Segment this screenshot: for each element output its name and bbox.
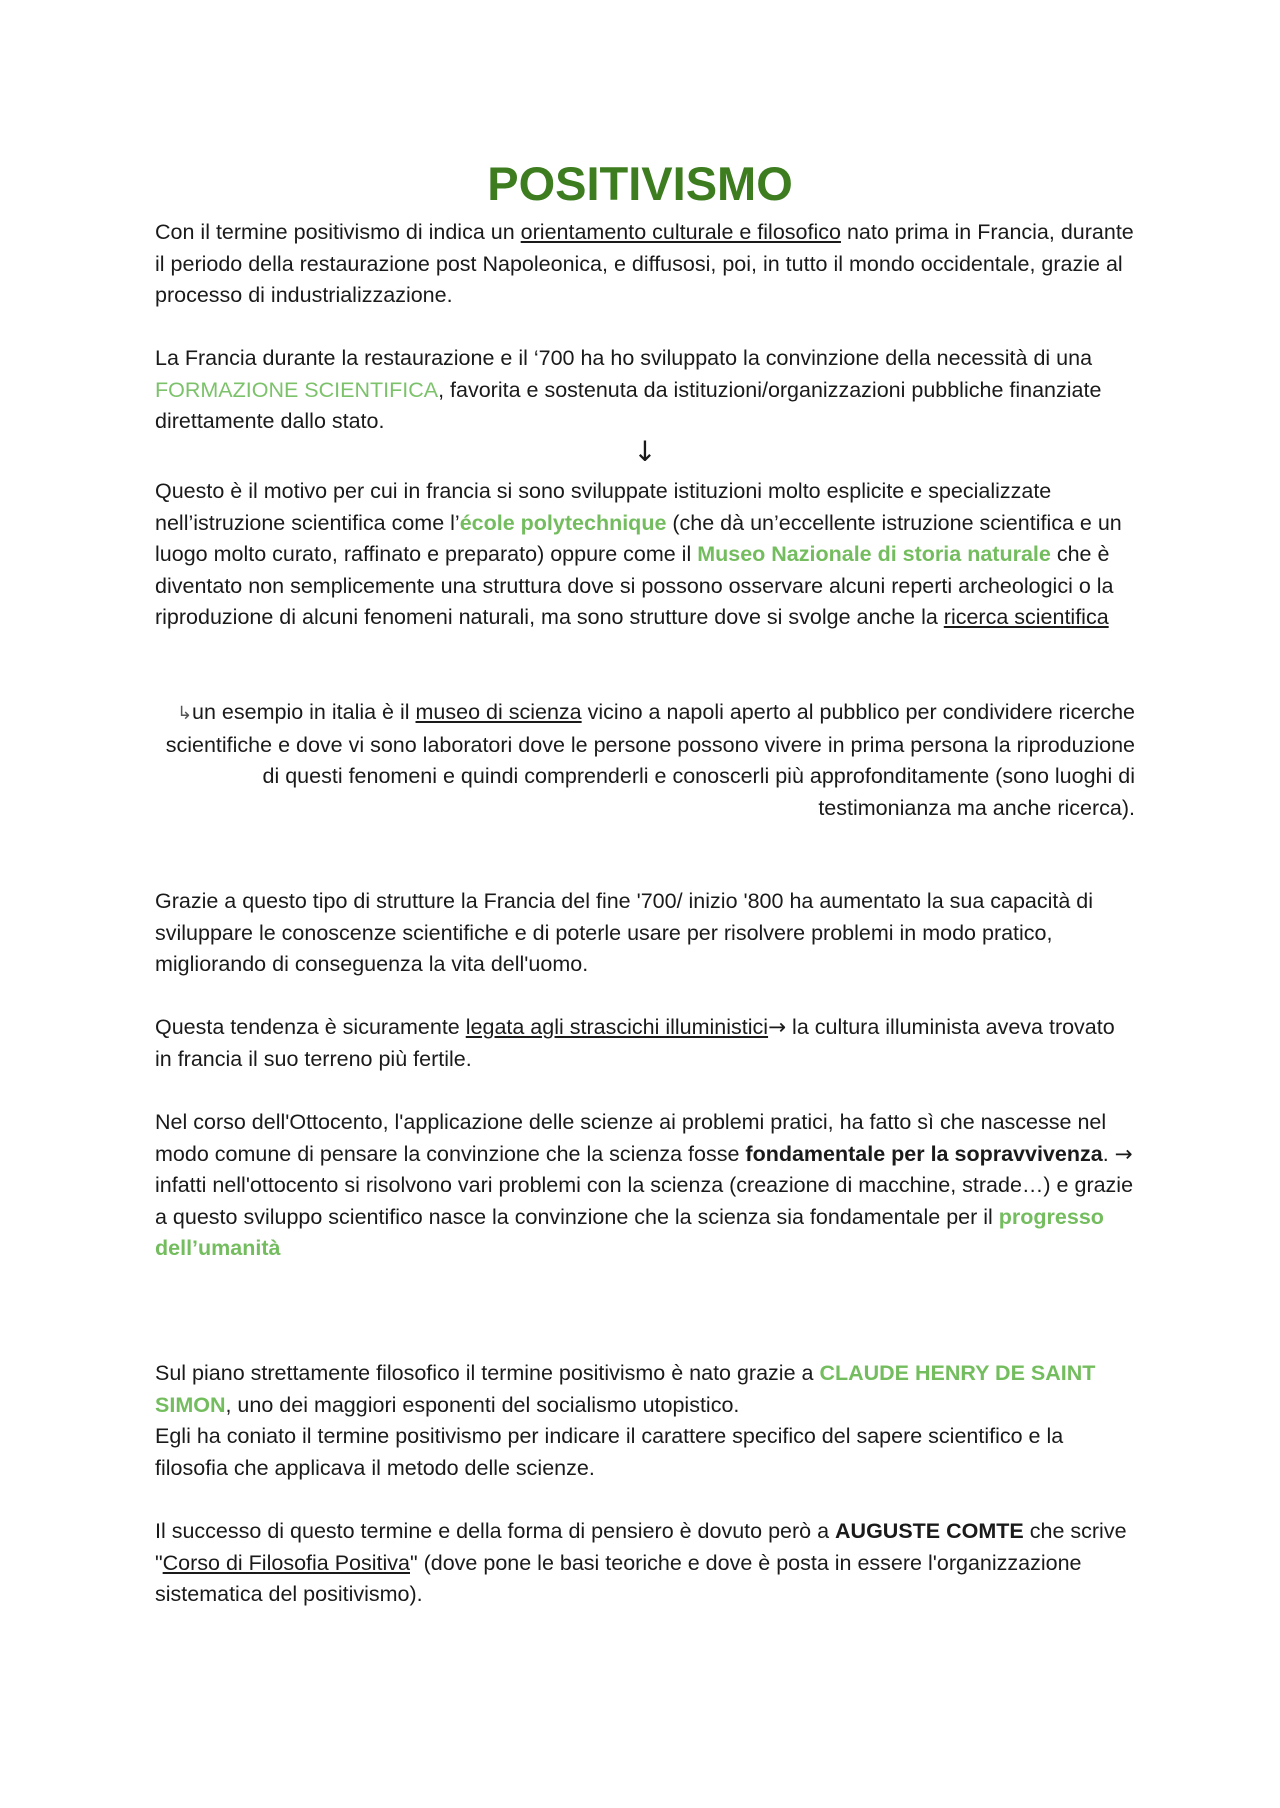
underlined-corso-filosofia: Corso di Filosofia Positiva [162, 1550, 410, 1575]
highlight-museo-nazionale: Museo Nazionale di storia naturale [697, 542, 1051, 566]
paragraph-comte: Il successo di questo termine e della forma di pensiero è dovuto però a AUGUSTE COMTE che scrive "Corso di Filosofia Positiva" (dove pone le basi teoriche e dove è posta in essere l'organizzazione sistematica del positivismo). [155, 1519, 1127, 1606]
paragraph-ottocento: Nel corso dell'Ottocento, l'applicazione delle scienze ai problemi pratici, ha fatto sì che nascesse nel modo comune di pensare la convinzione che la scienza fosse fondamentale per la sopravvivenza. → infatti nell'ottocento si risolvono vari problemi con la scienza (creazione di macchine, strade…) e grazie a questo sviluppo scientifico nasce la convinzione che la scienza sia fondamentale per il progresso dell’umanità [155, 1110, 1134, 1260]
highlight-saint-simon: CLAUDE HENRY DE SAINT SIMON [155, 1361, 1096, 1417]
page-title: POSITIVISMO [487, 157, 793, 210]
highlight-progresso: progresso dell’umanità [155, 1204, 1104, 1260]
paragraph-saint-simon: Sul piano strettamente filosofico il termine positivismo è nato grazie a CLAUDE HENRY DE SAINT SIMON, uno dei maggiori esponenti del socialismo utopistico. Egli ha coniato il termine positivismo per indicare il carattere specifico del sapere scientifico e la filosofia che applicava il metodo delle scienze. [155, 1361, 1096, 1480]
arrow-down-icon: ↓ [633, 435, 657, 468]
arrow-right-icon: → [768, 1015, 787, 1040]
paragraph-formazione: La Francia durante la restaurazione e il ‘700 ha ho sviluppato la convinzione della necessità di una FORMAZIONE SCIENTIFICA, favorita e sostenuta da istituzioni/organizzazioni pubbliche finanziate direttamente dallo stato. [155, 346, 1102, 433]
highlight-ecole-polytechnique: école polytechnique [459, 510, 667, 535]
paragraph-intro: Con il termine positivismo di indica un orientamento culturale e filosofico nato prima in Francia, durante il periodo della restaurazione post Napoleonica, e diffusosi, poi, in tutto il mondo occidentale, grazie al processo di industrializzazione. [155, 220, 1134, 307]
paragraph-example-italia: ↳un esempio in italia è il museo di scienza vicino a napoli aperto al pubblico per condividere ricerche scientifiche e dove vi sono laboratori dove le persone possono vivere in prima persona la riproduzione di questi fenomeni e quindi comprenderli e conoscerli più approfonditamente (sono luoghi di testimonianza ma anche ricerca). [165, 700, 1135, 820]
underlined-museo-di-scienza: museo di scienza [415, 700, 582, 724]
bold-auguste-comte: AUGUSTE COMTE [835, 1519, 1024, 1543]
paragraph-tendenza: Questa tendenza è sicuramente legata agli strascichi illuministici→ la cultura illuminista aveva trovato in francia il suo terreno più fertile. [155, 1015, 1115, 1071]
underlined-strascichi: legata agli strascichi illuministici [465, 1015, 769, 1039]
underlined-ricerca-scientifica: ricerca scientifica [943, 605, 1109, 629]
highlight-formazione-scientifica: FORMAZIONE SCIENTIFICA [155, 377, 439, 402]
arrow-right-icon: → [1114, 1141, 1133, 1167]
paragraph-grazie: Grazie a questo tipo di strutture la Francia del fine '700/ inizio '800 ha aumentato la sua capacità di sviluppare le conoscenze scientifiche e di poterle usare per risolvere problemi in modo pratico, migliorando di conseguenza la vita dell'uomo. [155, 889, 1094, 976]
bold-fondamentale: fondamentale per la sopravvivenza [745, 1141, 1103, 1166]
sub-arrow-icon: ↳ [176, 703, 193, 724]
paragraph-istituzioni: Questo è il motivo per cui in francia si sono sviluppate istituzioni molto esplicite e specializzate nell’istruzione scientifica come l’école polytechnique (che dà un’eccellente istruzione scientifica e un luogo molto curato, raffinato e preparato) oppure come il Museo Nazionale di storia naturale che è diventato non semplicemente una struttura dove si possono osservare alcuni reperti archeologici o la riproduzione di alcuni fenomeni naturali, ma sono strutture dove si svolge anche la ricerca scientifica [155, 479, 1122, 629]
underlined-phrase: orientamento culturale e filosofico [520, 220, 841, 244]
